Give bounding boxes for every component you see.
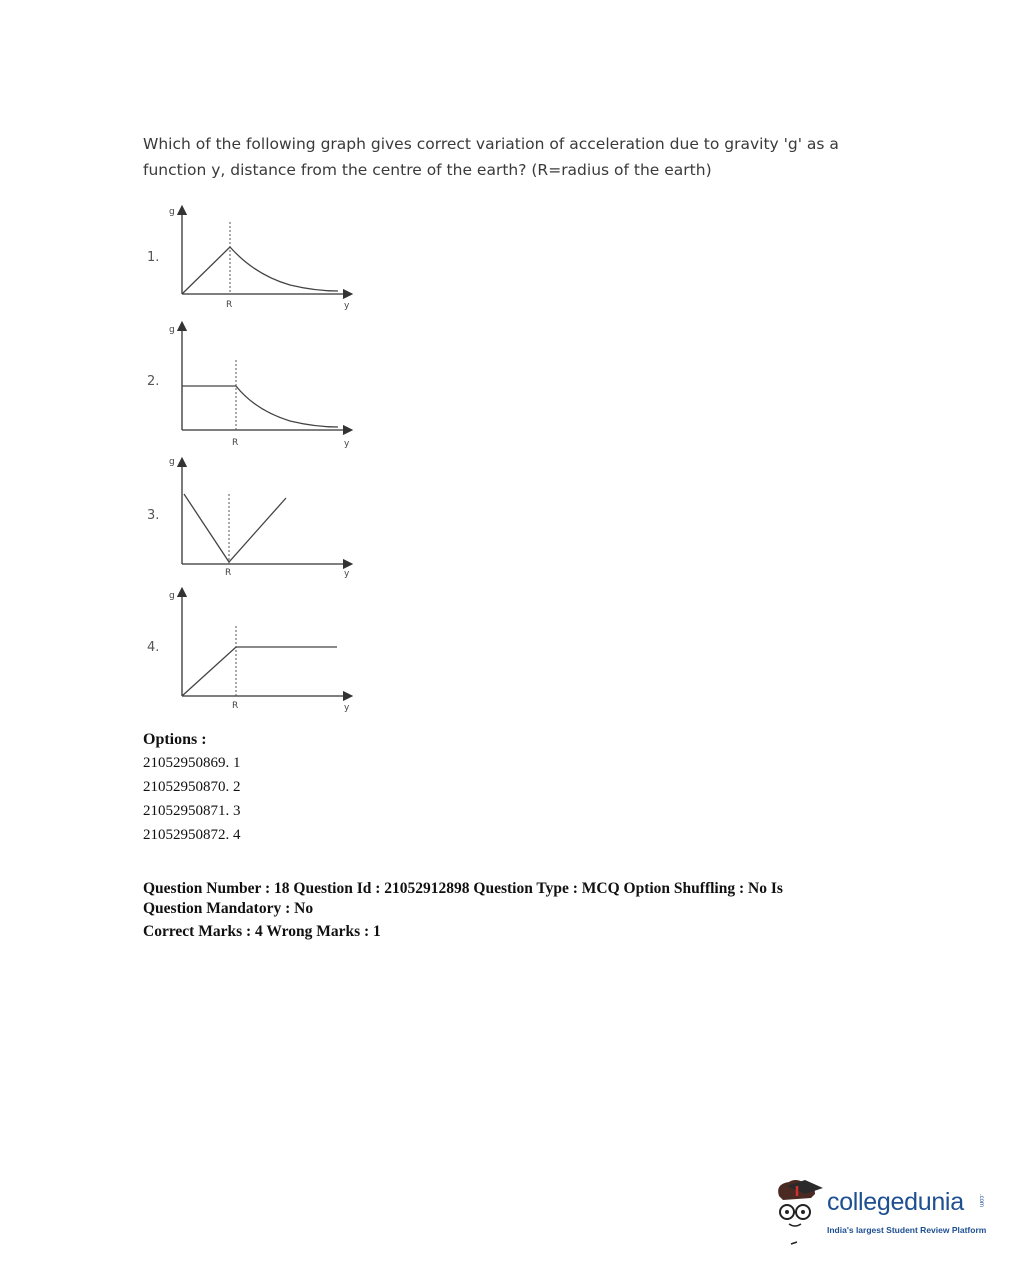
x-axis-label: y xyxy=(344,301,350,311)
graph-1-plot xyxy=(140,200,380,312)
logo-wordmark: collegedunia xyxy=(827,1188,964,1216)
question-meta-line-2: Question Mandatory : No xyxy=(143,900,314,917)
graph-2-plot xyxy=(140,318,380,450)
g-curve xyxy=(182,647,337,696)
g-curve xyxy=(182,386,338,427)
graph-number: 4. xyxy=(147,640,160,655)
graph-4-plot xyxy=(140,586,380,716)
graph-option-2 xyxy=(140,318,380,450)
graph-number: 2. xyxy=(147,374,160,389)
question-line-1: Which of the following graph gives correct variation of acceleration due to gravity 'g' as a xyxy=(143,135,839,153)
r-label: R xyxy=(225,568,232,578)
question-meta xyxy=(143,879,883,919)
graph-option-3 xyxy=(140,452,380,582)
y-axis-label: g xyxy=(169,207,175,217)
collegedunia-logo xyxy=(765,1176,995,1246)
logo-suffix: .com xyxy=(978,1194,984,1208)
r-label: R xyxy=(226,300,233,310)
graph-number: 3. xyxy=(147,508,160,523)
question-text xyxy=(143,131,863,183)
option-item-3: 21052950871. 3 xyxy=(143,803,241,819)
r-label: R xyxy=(232,438,239,448)
x-axis-label: y xyxy=(344,439,350,449)
question-line-2: function y, distance from the centre of the earth? (R=radius of the earth) xyxy=(143,161,712,179)
graph-option-1 xyxy=(140,200,380,312)
graph-3-plot xyxy=(140,452,380,582)
mascot-icon xyxy=(765,1176,827,1246)
y-axis-label: g xyxy=(169,325,175,335)
option-item-4: 21052950872. 4 xyxy=(143,827,241,843)
y-axis-label: g xyxy=(169,457,175,467)
g-curve xyxy=(182,247,338,294)
r-label: R xyxy=(232,701,239,711)
question-meta-line-1: Question Number : 18 Question Id : 21052912898 Question Type : MCQ Option Shuffling : No Is xyxy=(143,880,783,897)
y-axis-label: g xyxy=(169,591,175,601)
x-axis-label: y xyxy=(344,703,350,713)
graph-number: 1. xyxy=(147,250,160,265)
option-item-2: 21052950870. 2 xyxy=(143,779,241,795)
graph-option-4 xyxy=(140,586,380,716)
option-item-1: 21052950869. 1 xyxy=(143,755,241,771)
marks-info: Correct Marks : 4 Wrong Marks : 1 xyxy=(143,923,381,940)
options-heading: Options : xyxy=(143,731,207,748)
g-curve xyxy=(184,494,286,562)
logo-tagline: India's largest Student Review Platform xyxy=(827,1225,987,1235)
x-axis-label: y xyxy=(344,569,350,579)
